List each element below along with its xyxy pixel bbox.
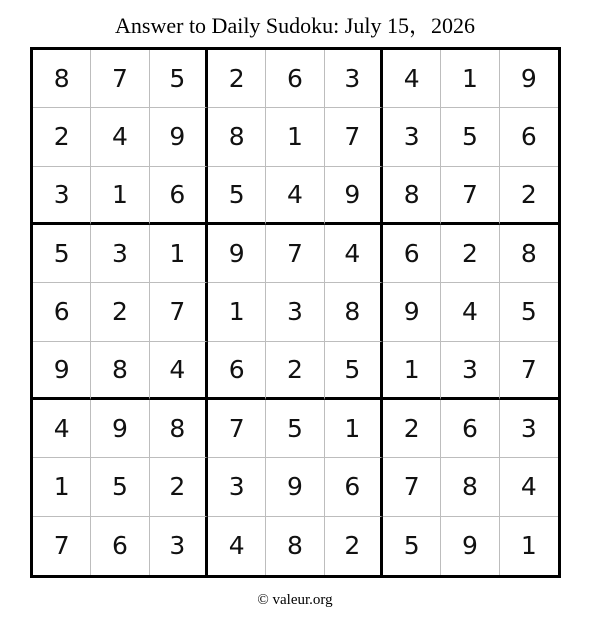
sudoku-cell-r6-c9: 7 (500, 342, 558, 400)
sudoku-cell-r8-c8: 8 (441, 458, 499, 516)
sudoku-cell-r6-c5: 2 (266, 342, 324, 400)
sudoku-cell-r2-c3: 9 (150, 108, 208, 166)
sudoku-cell-r9-c6: 2 (325, 517, 383, 575)
sudoku-cell-r7-c4: 7 (208, 400, 266, 458)
sudoku-cell-r3-c9: 2 (500, 167, 558, 225)
sudoku-cell-r9-c4: 4 (208, 517, 266, 575)
sudoku-cell-r6-c7: 1 (383, 342, 441, 400)
sudoku-cell-r6-c4: 6 (208, 342, 266, 400)
sudoku-cell-r2-c4: 8 (208, 108, 266, 166)
sudoku-cell-r3-c6: 9 (325, 167, 383, 225)
sudoku-cell-r6-c8: 3 (441, 342, 499, 400)
sudoku-cell-r4-c6: 4 (325, 225, 383, 283)
sudoku-cell-r5-c4: 1 (208, 283, 266, 341)
sudoku-cell-r5-c7: 9 (383, 283, 441, 341)
sudoku-cell-r1-c9: 9 (500, 50, 558, 108)
sudoku-cell-r9-c3: 3 (150, 517, 208, 575)
sudoku-board (30, 47, 561, 578)
sudoku-cell-r3-c8: 7 (441, 167, 499, 225)
sudoku-cell-r8-c5: 9 (266, 458, 324, 516)
sudoku-cell-r3-c3: 6 (150, 167, 208, 225)
sudoku-cell-r4-c9: 8 (500, 225, 558, 283)
sudoku-cell-r2-c7: 3 (383, 108, 441, 166)
sudoku-cell-r3-c4: 5 (208, 167, 266, 225)
sudoku-cell-r1-c3: 5 (150, 50, 208, 108)
sudoku-cell-r1-c5: 6 (266, 50, 324, 108)
sudoku-cell-r2-c5: 1 (266, 108, 324, 166)
sudoku-cell-r5-c5: 3 (266, 283, 324, 341)
sudoku-cell-r9-c8: 9 (441, 517, 499, 575)
sudoku-cell-r6-c2: 8 (91, 342, 149, 400)
sudoku-cell-r7-c7: 2 (383, 400, 441, 458)
sudoku-cell-r7-c2: 9 (91, 400, 149, 458)
sudoku-cell-r9-c2: 6 (91, 517, 149, 575)
sudoku-cell-r5-c9: 5 (500, 283, 558, 341)
sudoku-cell-r7-c3: 8 (150, 400, 208, 458)
sudoku-cell-r8-c9: 4 (500, 458, 558, 516)
sudoku-cell-r8-c2: 5 (91, 458, 149, 516)
sudoku-cell-r5-c3: 7 (150, 283, 208, 341)
sudoku-cell-r3-c5: 4 (266, 167, 324, 225)
sudoku-cell-r7-c6: 1 (325, 400, 383, 458)
sudoku-cell-r9-c9: 1 (520, 531, 537, 561)
sudoku-cell-r1-c4: 2 (208, 50, 266, 108)
sudoku-cell-r5-c6: 8 (325, 283, 383, 341)
sudoku-cell-r4-c7: 6 (383, 225, 441, 283)
sudoku-cell-r4-c5: 7 (266, 225, 324, 283)
sudoku-cell-r7-c9: 3 (500, 400, 558, 458)
sudoku-cell-r2-c1: 2 (33, 108, 91, 166)
sudoku-cell-r3-c2: 1 (91, 167, 149, 225)
sudoku-cell-r6-c1: 9 (33, 342, 91, 400)
sudoku-cell-r8-c6: 6 (325, 458, 383, 516)
sudoku-cell-r2-c6: 7 (325, 108, 383, 166)
sudoku-cell-r1-c8: 1 (441, 50, 499, 108)
sudoku-cell-r5-c1: 6 (33, 283, 91, 341)
sudoku-cell-r1-c2: 7 (91, 50, 149, 108)
sudoku-cell-r7-c5: 5 (266, 400, 324, 458)
sudoku-cell-r4-c2: 3 (91, 225, 149, 283)
sudoku-cell-r9-c5: 8 (266, 517, 324, 575)
sudoku-cell-r1-c1: 8 (33, 50, 91, 108)
sudoku-cell-r8-c4: 3 (208, 458, 266, 516)
sudoku-cell-r8-c1: 1 (33, 458, 91, 516)
sudoku-cell-r7-c1: 4 (33, 400, 91, 458)
puzzle-title: Answer to Daily Sudoku: July 15，2026 (115, 13, 475, 38)
copyright-footer: © valeur.org (257, 592, 333, 608)
sudoku-cell-r4-c4: 9 (208, 225, 266, 283)
sudoku-cell-r3-c7: 8 (383, 167, 441, 225)
sudoku-cell-r2-c9: 6 (500, 108, 558, 166)
sudoku-cell-r9-c7: 5 (383, 517, 441, 575)
sudoku-cell-r5-c8: 4 (441, 283, 499, 341)
sudoku-cell-r1-c6: 3 (325, 50, 383, 108)
sudoku-cell-r3-c1: 3 (33, 167, 91, 225)
sudoku-cell-r5-c2: 2 (91, 283, 149, 341)
sudoku-cell-r4-c8: 2 (441, 225, 499, 283)
sudoku-cell-r2-c2: 4 (91, 108, 149, 166)
sudoku-cell-r1-c7: 4 (383, 50, 441, 108)
sudoku-cell-r4-c1: 5 (33, 225, 91, 283)
sudoku-cell-r6-c3: 4 (150, 342, 208, 400)
sudoku-cell-r4-c3: 1 (150, 225, 208, 283)
sudoku-cell-r8-c7: 7 (383, 458, 441, 516)
sudoku-cell-r8-c3: 2 (150, 458, 208, 516)
sudoku-cell-r6-c6: 5 (325, 342, 383, 400)
sudoku-cell-r9-c1: 7 (33, 517, 91, 575)
sudoku-cell-r2-c8: 5 (441, 108, 499, 166)
sudoku-cell-r7-c8: 6 (441, 400, 499, 458)
